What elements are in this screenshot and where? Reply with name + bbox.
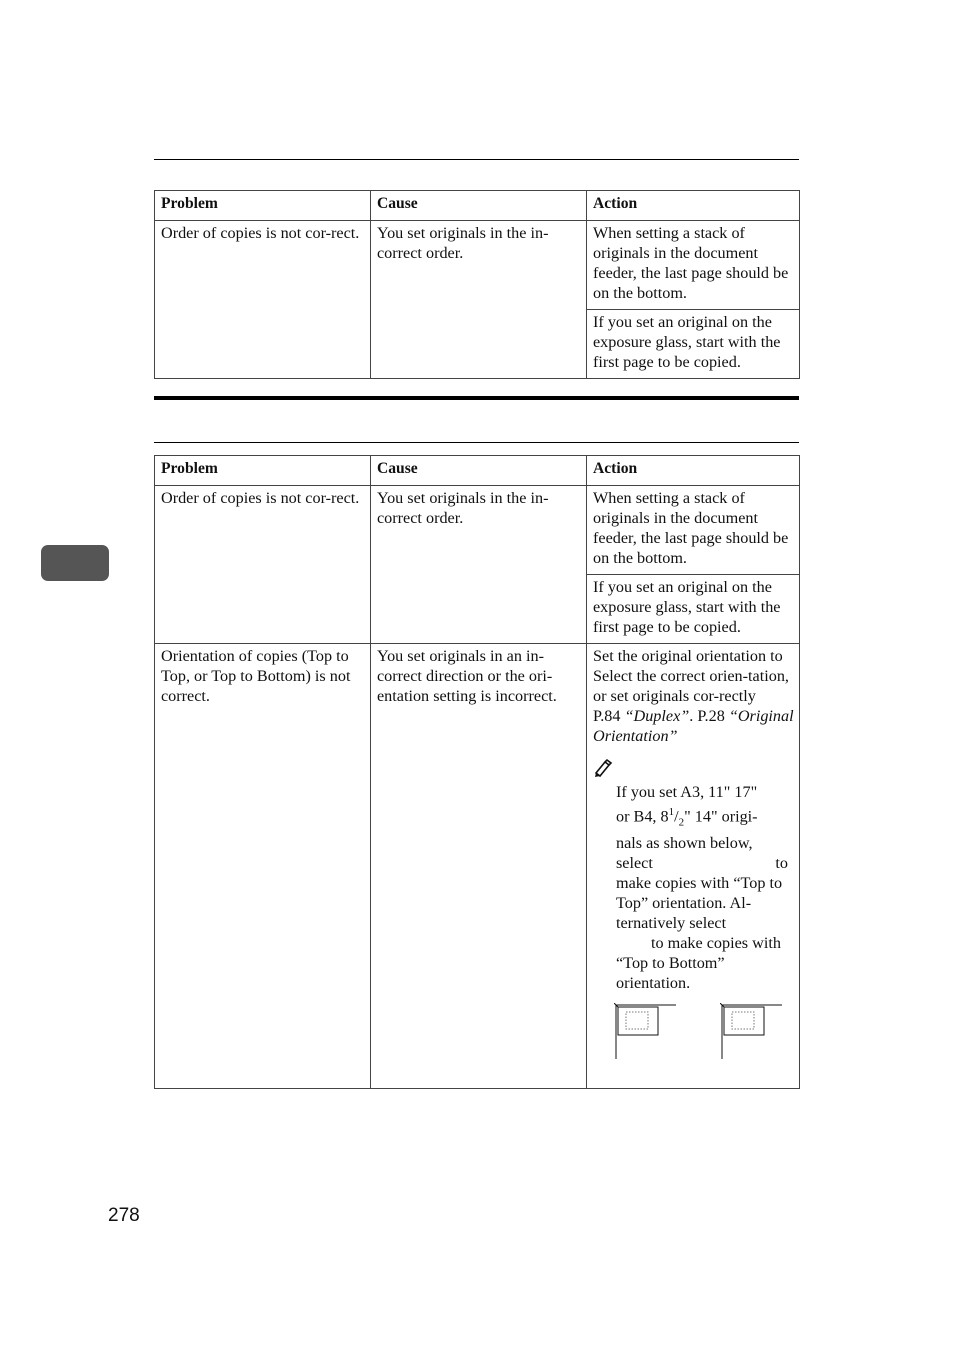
cause-cell: You set originals in the in-correct order. <box>371 221 587 379</box>
table-row <box>155 486 800 575</box>
table-row <box>155 221 800 310</box>
reference-punct: . <box>689 707 694 725</box>
action-cell: When setting a stack of originals in the document feeder, the last page should be on the bottom. <box>587 221 800 310</box>
fraction-numerator: 1 <box>668 806 675 818</box>
problem-cell: Orientation of copies (Top to Top, or Top to Bottom) is not correct. <box>155 644 371 1089</box>
note-body <box>593 782 794 1065</box>
note-line: to make copies with “Top to Bottom” orientation. <box>616 933 781 992</box>
cause-cell: You set originals in the in-correct order. <box>371 486 587 644</box>
header-cause: Cause <box>371 191 587 221</box>
note-text: select <box>616 853 653 872</box>
header-action: Action <box>587 191 800 221</box>
note-line: make copies with “Top to Top” orientation. Al-ternatively select <box>616 873 783 932</box>
top-to-bottom-diagram-icon <box>720 1003 788 1061</box>
pencil-note-icon <box>593 758 613 783</box>
note-text: " 14" origi- <box>684 807 758 826</box>
header-problem: Problem <box>155 456 371 486</box>
action-text <box>593 646 794 746</box>
action-cell: If you set an original on the exposure glass, start with the first page to be copied. <box>587 575 800 644</box>
table-header-row <box>155 456 800 486</box>
action-intro: Set the original orientation to Select the correct orien-tation, or set originals cor-rectly <box>593 647 789 705</box>
reference-title-link[interactable]: “Original Orientation” <box>593 707 794 745</box>
chapter-tab-marker <box>41 545 109 581</box>
troubleshooting-table-2 <box>154 455 800 1089</box>
note-text: or B4, 8 <box>616 807 669 826</box>
problem-cell: Order of copies is not cor-rect. <box>155 221 371 379</box>
table-row <box>155 644 800 1089</box>
fraction-denominator: 2 <box>678 816 685 829</box>
orientation-diagrams <box>616 1003 794 1065</box>
reference-title-link[interactable]: “Duplex” <box>624 707 690 725</box>
action-cell: If you set an original on the exposure glass, start with the first page to be copied. <box>587 310 800 379</box>
note-header <box>593 746 794 782</box>
reference-page-link[interactable]: P.84 <box>593 707 621 725</box>
cause-cell: You set originals in an in-correct direction or the ori-entation setting is incorrect. <box>371 644 587 1089</box>
section-rule <box>154 442 799 443</box>
action-cell <box>587 644 800 1089</box>
note-line: If you set A3, 11" 17" <box>616 783 758 801</box>
header-action: Action <box>587 456 800 486</box>
section-divider <box>154 396 799 400</box>
page-number: 278 <box>108 1205 140 1226</box>
note-line <box>616 802 794 833</box>
top-to-top-diagram-icon <box>614 1003 682 1061</box>
note-line: nals as shown below, <box>616 833 753 852</box>
action-cell: When setting a stack of originals in the document feeder, the last page should be on the bottom. <box>587 486 800 575</box>
header-cause: Cause <box>371 456 587 486</box>
note-line <box>616 853 794 873</box>
problem-cell: Order of copies is not cor-rect. <box>155 486 371 644</box>
note-text: to <box>775 853 788 872</box>
table-header-row <box>155 191 800 221</box>
reference-page-link[interactable]: P.28 <box>697 707 725 725</box>
fraction-slash: / <box>674 807 679 826</box>
header-rule <box>154 159 799 160</box>
troubleshooting-table-1 <box>154 190 800 379</box>
header-problem: Problem <box>155 191 371 221</box>
